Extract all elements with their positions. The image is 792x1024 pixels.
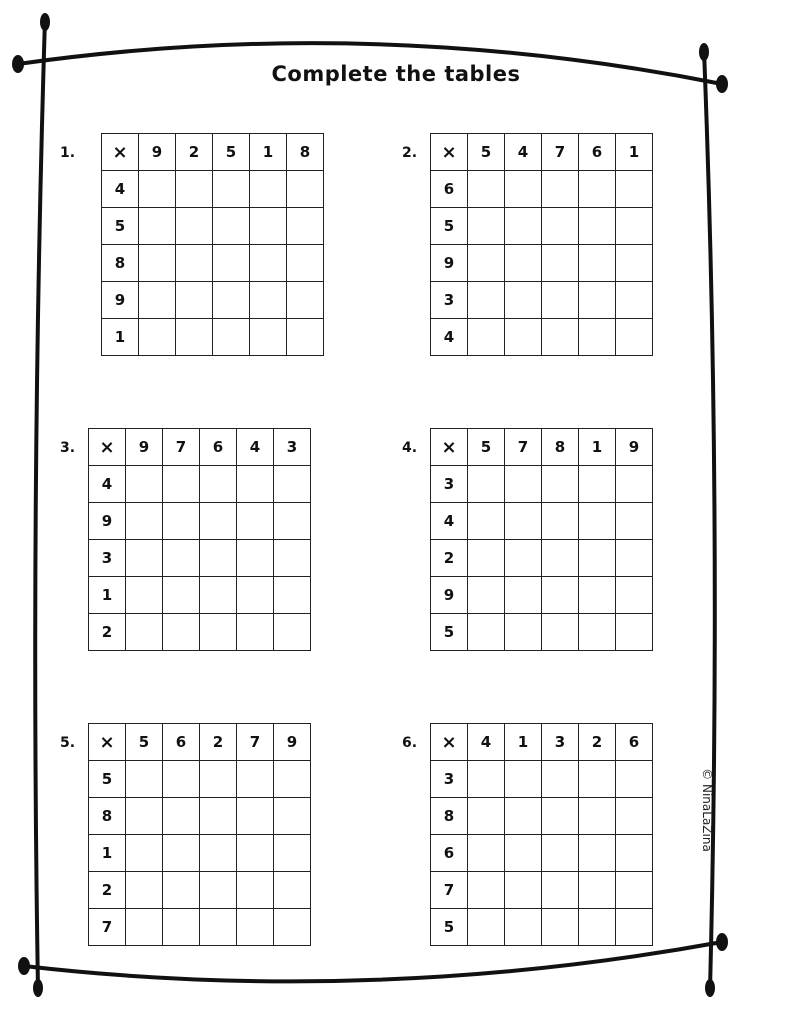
row-factor-cell: 4 <box>89 466 126 503</box>
answer-cell[interactable] <box>163 872 200 909</box>
answer-cell[interactable] <box>237 577 274 614</box>
answer-cell[interactable] <box>163 577 200 614</box>
frame-knob-icon <box>18 957 30 975</box>
answer-cell[interactable] <box>139 282 176 319</box>
row-factor-cell: 8 <box>431 798 468 835</box>
answer-cell[interactable] <box>468 540 505 577</box>
header-factor-cell: 8 <box>542 429 579 466</box>
answer-cell[interactable] <box>176 245 213 282</box>
answer-cell[interactable] <box>126 466 163 503</box>
answer-cell[interactable] <box>200 614 237 651</box>
operator-cell: × <box>102 134 139 171</box>
answer-cell[interactable] <box>163 466 200 503</box>
answer-cell[interactable] <box>579 540 616 577</box>
problem-number: 5. <box>60 735 76 751</box>
answer-cell[interactable] <box>468 577 505 614</box>
answer-cell[interactable] <box>542 319 579 356</box>
table-row <box>431 798 653 835</box>
answer-cell[interactable] <box>505 835 542 872</box>
answer-cell[interactable] <box>468 319 505 356</box>
table-header-row <box>431 724 653 761</box>
answer-cell[interactable] <box>237 835 274 872</box>
answer-cell[interactable] <box>505 208 542 245</box>
answer-cell[interactable] <box>616 208 653 245</box>
answer-cell[interactable] <box>274 577 311 614</box>
row-factor-cell: 4 <box>431 319 468 356</box>
answer-cell[interactable] <box>237 503 274 540</box>
answer-cell[interactable] <box>126 577 163 614</box>
answer-cell[interactable] <box>579 835 616 872</box>
problem-number: 3. <box>60 440 76 456</box>
table-row <box>431 540 653 577</box>
operator-cell: × <box>431 724 468 761</box>
answer-cell[interactable] <box>468 909 505 946</box>
answer-cell[interactable] <box>213 319 250 356</box>
answer-cell[interactable] <box>579 171 616 208</box>
answer-cell[interactable] <box>250 282 287 319</box>
answer-cell[interactable] <box>579 282 616 319</box>
table-row <box>102 208 324 245</box>
frame-bottom-line <box>24 942 722 981</box>
answer-cell[interactable] <box>200 835 237 872</box>
answer-cell[interactable] <box>468 171 505 208</box>
header-factor-cell: 3 <box>542 724 579 761</box>
header-factor-cell: 6 <box>579 134 616 171</box>
table-row <box>102 319 324 356</box>
table-header-row <box>89 429 311 466</box>
operator-cell: × <box>89 724 126 761</box>
answer-cell[interactable] <box>542 835 579 872</box>
answer-cell[interactable] <box>139 245 176 282</box>
answer-cell[interactable] <box>200 872 237 909</box>
answer-cell[interactable] <box>274 503 311 540</box>
answer-cell[interactable] <box>542 577 579 614</box>
problem-number: 4. <box>402 440 418 456</box>
answer-cell[interactable] <box>274 614 311 651</box>
table-row <box>89 540 311 577</box>
answer-cell[interactable] <box>237 540 274 577</box>
table-row <box>431 319 653 356</box>
row-factor-cell: 8 <box>102 245 139 282</box>
header-factor-cell: 4 <box>237 429 274 466</box>
answer-cell[interactable] <box>542 909 579 946</box>
answer-cell[interactable] <box>542 466 579 503</box>
answer-cell[interactable] <box>126 614 163 651</box>
answer-cell[interactable] <box>176 282 213 319</box>
answer-cell[interactable] <box>237 798 274 835</box>
row-factor-cell: 3 <box>431 466 468 503</box>
answer-cell[interactable] <box>616 577 653 614</box>
answer-cell[interactable] <box>468 798 505 835</box>
answer-cell[interactable] <box>250 171 287 208</box>
operator-cell: × <box>89 429 126 466</box>
answer-cell[interactable] <box>163 761 200 798</box>
answer-cell[interactable] <box>579 245 616 282</box>
answer-cell[interactable] <box>250 245 287 282</box>
table-row <box>431 761 653 798</box>
table-header-row <box>89 724 311 761</box>
answer-cell[interactable] <box>274 540 311 577</box>
header-factor-cell: 3 <box>274 429 311 466</box>
answer-cell[interactable] <box>505 577 542 614</box>
answer-cell[interactable] <box>163 503 200 540</box>
multiplication-table <box>430 723 653 946</box>
answer-cell[interactable] <box>274 909 311 946</box>
header-factor-cell: 9 <box>126 429 163 466</box>
answer-cell[interactable] <box>163 835 200 872</box>
row-factor-cell: 7 <box>431 872 468 909</box>
header-factor-cell: 6 <box>163 724 200 761</box>
header-factor-cell: 9 <box>274 724 311 761</box>
answer-cell[interactable] <box>616 245 653 282</box>
answer-cell[interactable] <box>274 761 311 798</box>
answer-cell[interactable] <box>237 872 274 909</box>
table-row <box>431 835 653 872</box>
row-factor-cell: 5 <box>431 614 468 651</box>
table-row <box>431 208 653 245</box>
table-header-row <box>102 134 324 171</box>
answer-cell[interactable] <box>542 208 579 245</box>
header-factor-cell: 7 <box>542 134 579 171</box>
table-row <box>89 503 311 540</box>
answer-cell[interactable] <box>579 503 616 540</box>
table-row <box>89 466 311 503</box>
multiplication-table <box>88 723 311 946</box>
answer-cell[interactable] <box>505 503 542 540</box>
table-row <box>431 503 653 540</box>
header-factor-cell: 7 <box>163 429 200 466</box>
answer-cell[interactable] <box>616 872 653 909</box>
header-factor-cell: 8 <box>287 134 324 171</box>
answer-cell[interactable] <box>139 319 176 356</box>
answer-cell[interactable] <box>468 282 505 319</box>
answer-cell[interactable] <box>126 540 163 577</box>
answer-cell[interactable] <box>468 503 505 540</box>
answer-cell[interactable] <box>579 466 616 503</box>
answer-cell[interactable] <box>274 835 311 872</box>
answer-cell[interactable] <box>505 319 542 356</box>
header-factor-cell: 2 <box>176 134 213 171</box>
answer-cell[interactable] <box>468 208 505 245</box>
answer-cell[interactable] <box>139 208 176 245</box>
multiplication-table <box>101 133 324 356</box>
header-factor-cell: 1 <box>505 724 542 761</box>
header-factor-cell: 5 <box>468 134 505 171</box>
answer-cell[interactable] <box>542 282 579 319</box>
answer-cell[interactable] <box>200 540 237 577</box>
answer-cell[interactable] <box>139 171 176 208</box>
operator-cell: × <box>431 134 468 171</box>
answer-cell[interactable] <box>505 282 542 319</box>
frame-left-line <box>35 18 45 990</box>
answer-cell[interactable] <box>213 208 250 245</box>
answer-cell[interactable] <box>237 614 274 651</box>
answer-cell[interactable] <box>213 245 250 282</box>
answer-cell[interactable] <box>616 319 653 356</box>
table-row <box>431 245 653 282</box>
answer-cell[interactable] <box>505 171 542 208</box>
row-factor-cell: 9 <box>431 577 468 614</box>
answer-cell[interactable] <box>616 614 653 651</box>
row-factor-cell: 2 <box>89 614 126 651</box>
header-factor-cell: 4 <box>505 134 542 171</box>
row-factor-cell: 9 <box>102 282 139 319</box>
header-factor-cell: 6 <box>616 724 653 761</box>
answer-cell[interactable] <box>505 798 542 835</box>
row-factor-cell: 7 <box>89 909 126 946</box>
answer-cell[interactable] <box>468 614 505 651</box>
header-factor-cell: 4 <box>468 724 505 761</box>
answer-cell[interactable] <box>126 835 163 872</box>
answer-cell[interactable] <box>237 466 274 503</box>
answer-cell[interactable] <box>616 835 653 872</box>
answer-cell[interactable] <box>200 798 237 835</box>
row-factor-cell: 3 <box>431 282 468 319</box>
frame-knob-icon <box>40 13 50 31</box>
answer-cell[interactable] <box>616 171 653 208</box>
answer-cell[interactable] <box>505 245 542 282</box>
answer-cell[interactable] <box>505 909 542 946</box>
answer-cell[interactable] <box>163 540 200 577</box>
worksheet-title: Complete the tables <box>271 62 521 86</box>
answer-cell[interactable] <box>200 761 237 798</box>
header-factor-cell: 2 <box>579 724 616 761</box>
problem-number: 2. <box>402 145 418 161</box>
answer-cell[interactable] <box>237 761 274 798</box>
answer-cell[interactable] <box>468 466 505 503</box>
header-factor-cell: 7 <box>237 724 274 761</box>
answer-cell[interactable] <box>250 208 287 245</box>
frame-knob-icon <box>716 933 728 951</box>
answer-cell[interactable] <box>579 577 616 614</box>
answer-cell[interactable] <box>616 282 653 319</box>
multiplication-table <box>430 133 653 356</box>
answer-cell[interactable] <box>287 319 324 356</box>
answer-cell[interactable] <box>176 319 213 356</box>
answer-cell[interactable] <box>126 761 163 798</box>
row-factor-cell: 1 <box>102 319 139 356</box>
row-factor-cell: 1 <box>89 835 126 872</box>
answer-cell[interactable] <box>126 798 163 835</box>
row-factor-cell: 3 <box>431 761 468 798</box>
table-row <box>102 245 324 282</box>
multiplication-table <box>430 428 653 651</box>
answer-cell[interactable] <box>287 282 324 319</box>
header-factor-cell: 6 <box>200 429 237 466</box>
table-row <box>431 466 653 503</box>
answer-cell[interactable] <box>163 614 200 651</box>
table-row <box>89 835 311 872</box>
answer-cell[interactable] <box>542 872 579 909</box>
header-factor-cell: 2 <box>200 724 237 761</box>
row-factor-cell: 5 <box>431 208 468 245</box>
answer-cell[interactable] <box>616 503 653 540</box>
row-factor-cell: 5 <box>102 208 139 245</box>
header-factor-cell: 9 <box>139 134 176 171</box>
table-row <box>89 761 311 798</box>
answer-cell[interactable] <box>505 614 542 651</box>
header-factor-cell: 1 <box>579 429 616 466</box>
table-row <box>431 909 653 946</box>
answer-cell[interactable] <box>579 761 616 798</box>
table-row <box>89 909 311 946</box>
answer-cell[interactable] <box>468 835 505 872</box>
header-factor-cell: 5 <box>213 134 250 171</box>
answer-cell[interactable] <box>616 540 653 577</box>
answer-cell[interactable] <box>200 466 237 503</box>
answer-cell[interactable] <box>274 798 311 835</box>
copyright-notice: © NinaLaZina <box>700 768 714 852</box>
header-factor-cell: 5 <box>468 429 505 466</box>
table-row <box>89 798 311 835</box>
header-factor-cell: 5 <box>126 724 163 761</box>
answer-cell[interactable] <box>542 614 579 651</box>
answer-cell[interactable] <box>250 319 287 356</box>
header-factor-cell: 9 <box>616 429 653 466</box>
answer-cell[interactable] <box>287 208 324 245</box>
frame-knob-icon <box>705 979 715 997</box>
table-row <box>89 614 311 651</box>
answer-cell[interactable] <box>176 171 213 208</box>
answer-cell[interactable] <box>287 171 324 208</box>
answer-cell[interactable] <box>579 319 616 356</box>
row-factor-cell: 6 <box>431 171 468 208</box>
multiplication-table <box>88 428 311 651</box>
answer-cell[interactable] <box>542 798 579 835</box>
answer-cell[interactable] <box>213 282 250 319</box>
row-factor-cell: 4 <box>102 171 139 208</box>
answer-cell[interactable] <box>542 503 579 540</box>
answer-cell[interactable] <box>579 614 616 651</box>
row-factor-cell: 5 <box>431 909 468 946</box>
table-row <box>102 171 324 208</box>
table-row <box>89 872 311 909</box>
table-row <box>431 171 653 208</box>
answer-cell[interactable] <box>579 909 616 946</box>
problem-number: 1. <box>60 145 76 161</box>
answer-cell[interactable] <box>579 798 616 835</box>
answer-cell[interactable] <box>126 872 163 909</box>
header-factor-cell: 1 <box>616 134 653 171</box>
frame-knob-icon <box>33 979 43 997</box>
row-factor-cell: 9 <box>431 245 468 282</box>
row-factor-cell: 9 <box>89 503 126 540</box>
answer-cell[interactable] <box>176 208 213 245</box>
answer-cell[interactable] <box>579 872 616 909</box>
answer-cell[interactable] <box>163 798 200 835</box>
row-factor-cell: 1 <box>89 577 126 614</box>
answer-cell[interactable] <box>505 540 542 577</box>
row-factor-cell: 2 <box>431 540 468 577</box>
answer-cell[interactable] <box>200 503 237 540</box>
answer-cell[interactable] <box>237 909 274 946</box>
answer-cell[interactable] <box>126 503 163 540</box>
answer-cell[interactable] <box>616 466 653 503</box>
answer-cell[interactable] <box>542 171 579 208</box>
table-row <box>431 614 653 651</box>
answer-cell[interactable] <box>200 909 237 946</box>
answer-cell[interactable] <box>213 171 250 208</box>
row-factor-cell: 6 <box>431 835 468 872</box>
answer-cell[interactable] <box>274 872 311 909</box>
answer-cell[interactable] <box>163 909 200 946</box>
answer-cell[interactable] <box>505 761 542 798</box>
frame-knob-icon <box>699 43 709 61</box>
table-header-row <box>431 429 653 466</box>
table-row <box>102 282 324 319</box>
answer-cell[interactable] <box>468 872 505 909</box>
answer-cell[interactable] <box>505 872 542 909</box>
row-factor-cell: 8 <box>89 798 126 835</box>
header-factor-cell: 1 <box>250 134 287 171</box>
table-row <box>89 577 311 614</box>
row-factor-cell: 5 <box>89 761 126 798</box>
answer-cell[interactable] <box>616 909 653 946</box>
answer-cell[interactable] <box>287 245 324 282</box>
answer-cell[interactable] <box>505 466 542 503</box>
answer-cell[interactable] <box>616 798 653 835</box>
answer-cell[interactable] <box>200 577 237 614</box>
answer-cell[interactable] <box>468 761 505 798</box>
row-factor-cell: 4 <box>431 503 468 540</box>
table-row <box>431 577 653 614</box>
answer-cell[interactable] <box>579 208 616 245</box>
answer-cell[interactable] <box>616 761 653 798</box>
problem-number: 6. <box>402 735 418 751</box>
answer-cell[interactable] <box>542 540 579 577</box>
header-factor-cell: 7 <box>505 429 542 466</box>
answer-cell[interactable] <box>274 466 311 503</box>
answer-cell[interactable] <box>126 909 163 946</box>
table-row <box>431 282 653 319</box>
table-row <box>431 872 653 909</box>
answer-cell[interactable] <box>468 245 505 282</box>
answer-cell[interactable] <box>542 761 579 798</box>
table-header-row <box>431 134 653 171</box>
operator-cell: × <box>431 429 468 466</box>
row-factor-cell: 2 <box>89 872 126 909</box>
answer-cell[interactable] <box>542 245 579 282</box>
row-factor-cell: 3 <box>89 540 126 577</box>
